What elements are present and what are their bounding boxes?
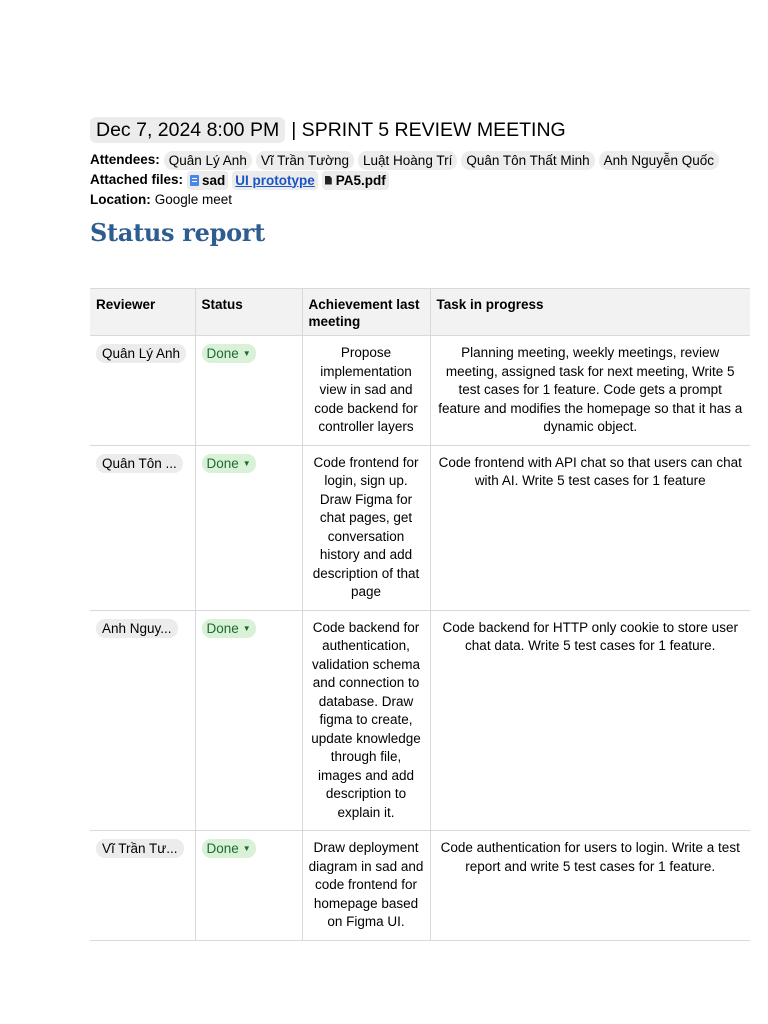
meeting-notes-page	[90, 116, 750, 929]
table-row	[90, 831, 750, 941]
file-chip-ui-prototype[interactable]	[232, 171, 318, 190]
file-link[interactable]: UI prototype	[235, 172, 315, 188]
location-line	[90, 190, 750, 210]
chevron-down-icon: ▼	[242, 458, 251, 468]
status-label: Done	[206, 455, 239, 471]
status-dropdown[interactable]	[202, 619, 256, 638]
file-name: sad	[202, 172, 226, 188]
chevron-down-icon: ▼	[242, 844, 251, 853]
status-cell	[195, 445, 302, 610]
reviewer-cell	[90, 831, 195, 941]
attendee-chip[interactable]: Vĩ Trần Tường	[256, 151, 354, 170]
chevron-down-icon: ▼	[242, 623, 251, 633]
reviewer-cell	[90, 336, 195, 446]
attendee-chip[interactable]: Quân Tôn Thất Minh	[461, 151, 594, 170]
date-chip[interactable]: Dec 7, 2024 8:00 PM	[90, 117, 285, 143]
reviewer-cell	[90, 445, 195, 610]
column-header: Task in progress	[430, 289, 750, 336]
section-heading: Status report	[90, 218, 265, 247]
attached-files-label: Attached files:	[90, 172, 184, 187]
column-header: Achievement last meeting	[302, 289, 430, 336]
file-chip-pdf[interactable]	[322, 171, 389, 190]
person-chip[interactable]: Vĩ Trần Tư...	[96, 839, 184, 858]
task-cell: Code backend for HTTP only cookie to store user chat data. Write 5 test cases for 1 feature.	[430, 610, 750, 831]
attendee-chip[interactable]: Luật Hoàng Trí	[358, 151, 457, 170]
achievement-cell: Code frontend for login, sign up. Draw Figma for chat pages, get conversation history and add description of that page	[302, 445, 430, 610]
meeting-title-row	[90, 116, 750, 144]
achievement-cell: Propose implementation view in sad and code backend for controller layers	[302, 336, 430, 446]
chevron-down-icon: ▼	[242, 349, 251, 358]
table-header-row	[90, 289, 750, 336]
status-dropdown[interactable]	[202, 454, 256, 473]
table-row	[90, 336, 750, 446]
person-chip[interactable]: Quân Tôn ...	[96, 454, 183, 473]
location-value: Google meet	[154, 192, 233, 207]
meeting-meta	[90, 150, 750, 210]
column-header: Reviewer	[90, 289, 195, 336]
achievement-cell: Code backend for authentication, validation schema and connection to database. Draw figma to create, update knowledge through file, images and add description to explain it.	[302, 610, 430, 831]
table-row	[90, 610, 750, 831]
status-label: Done	[206, 620, 239, 636]
achievement-cell: Draw deployment diagram in sad and code frontend for homepage based on Figma UI.	[302, 831, 430, 941]
task-cell: Planning meeting, weekly meetings, review meeting, assigned task for next meeting, Write 5 test cases for 1 feature. Code gets a prompt feature and modifies the homepage so that it has a dynamic object.	[430, 336, 750, 446]
status-label: Done	[206, 841, 239, 856]
attendee-chip[interactable]: Anh Nguyễn Quốc	[599, 151, 719, 170]
file-name: PA5.pdf	[335, 172, 386, 188]
task-cell: Code authentication for users to login. Write a test report and write 5 test cases for 1 feature.	[430, 831, 750, 941]
status-label: Done	[206, 346, 239, 361]
person-chip[interactable]: Quân Lý Anh	[96, 344, 186, 363]
status-cell	[195, 336, 302, 446]
person-chip[interactable]: Anh Nguy...	[96, 619, 178, 638]
status-report-table	[90, 288, 750, 941]
doc-icon	[190, 175, 199, 186]
status-dropdown[interactable]	[202, 839, 256, 858]
meeting-title: | SPRINT 5 REVIEW MEETING	[291, 119, 566, 141]
reviewer-cell	[90, 610, 195, 831]
attendees-label: Attendees:	[90, 152, 160, 167]
status-cell	[195, 831, 302, 941]
file-chip-sad[interactable]	[187, 171, 228, 190]
attendees-line	[90, 150, 750, 170]
table-row	[90, 445, 750, 610]
attendee-chip[interactable]: Quân Lý Anh	[164, 151, 252, 170]
status-cell	[195, 610, 302, 831]
status-dropdown[interactable]	[202, 344, 256, 363]
column-header: Status	[195, 289, 302, 336]
pdf-icon	[325, 176, 332, 185]
attached-files-line	[90, 170, 750, 190]
location-label: Location:	[90, 192, 151, 207]
task-cell: Code frontend with API chat so that users can chat with AI. Write 5 test cases for 1 feature	[430, 445, 750, 610]
